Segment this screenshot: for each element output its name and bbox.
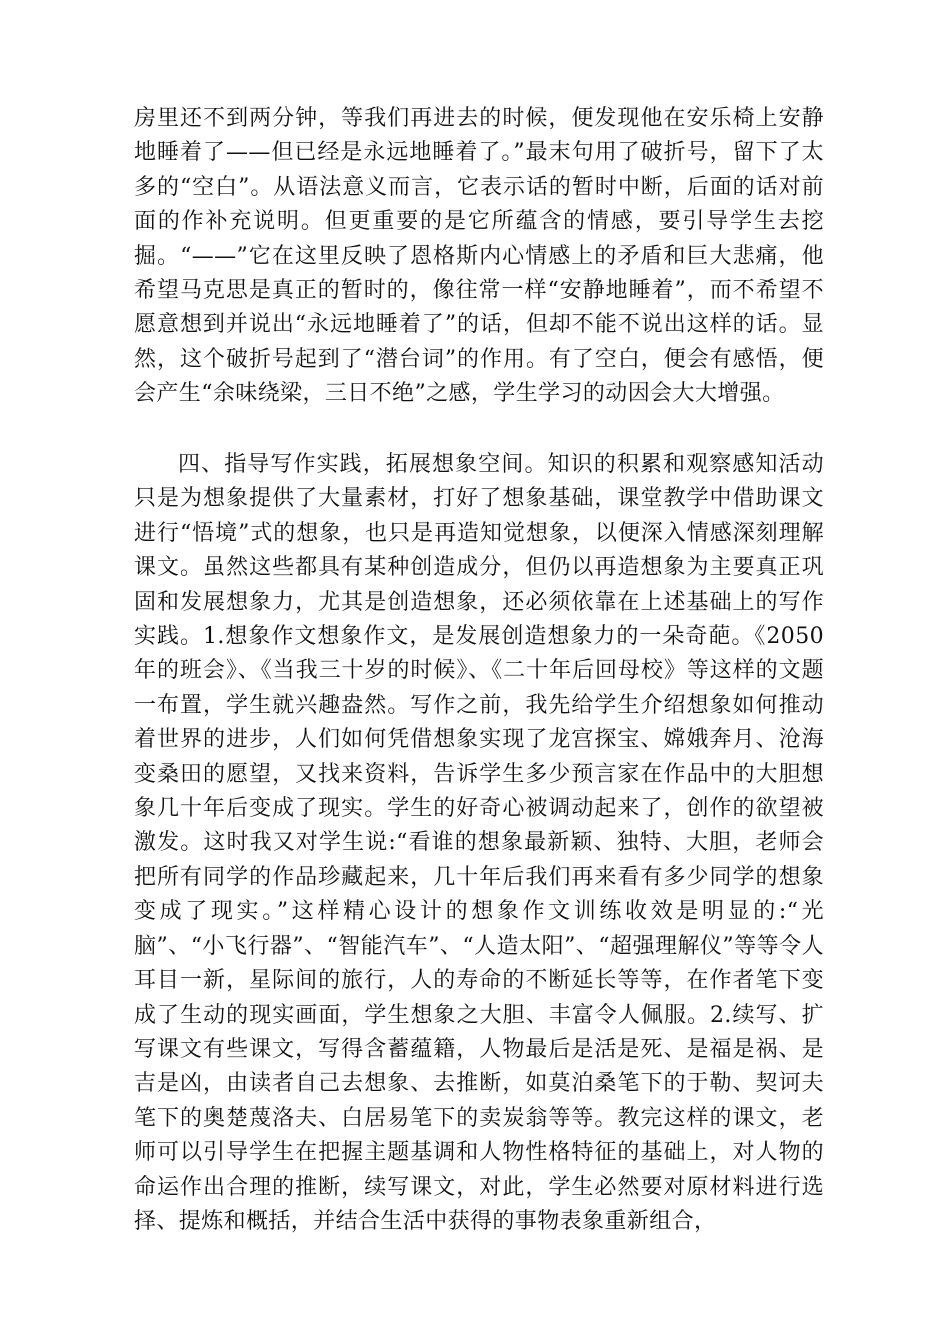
paragraph-section-four: 四、指导写作实践，拓展想象空间。知识的积累和观察感知活动只是为想象提供了大量素材，打好了想象基础，课堂教学中借助课文进行“悟境”式的想象，也只是再造知觉想象，以便深入情感深刻理解课文。虽然这些都具有某种创造成分，但仍以再造想象为主要真正巩固和发展想象力，尤其是创造想象，还必须依靠在上述基础上的写作实践。1.想象作文想象作文，是发展创造想象力的一朵奇葩。《2050年的班会》、《当我三十岁的时候》、《二十年后回母校》等这样的文题一布置，学生就兴趣盎然。写作之前，我先给学生介绍想象如何推动着世界的进步，人们如何凭借想象实现了龙宫探宝、嫦娥奔月、沧海变桑田的愿望，又找来资料，告诉学生多少预言家在作品中的大胆想象几十年后变成了现实。学生的好奇心被调动起来了，创作的欲望被激发。这时我又对学生说:“看谁的想象最新颖、独特、大胆，老师会把所有同学的作品珍藏起来，几十年后我们再来看有多少同学的想象变成了现实。”这样精心设计的想象作文训练收效是明显的:“光脑”、“小飞行器”、“智能汽车”、“人造太阳”、“超强理解仪”等等令人耳目一新，星际间的旅行，人的寿命的不断延长等等，在作者笔下变成了生动的现实画面，学生想象之大胆、丰富令人佩服。2.续写、扩写课文有些课文，写得含蓄蕴籍，人物最后是活是死、是福是祸、是吉是凶，由读者自己去想象、去推断，如莫泊桑笔下的于勒、契诃夫笔下的奥楚蔑洛夫、白居易笔下的卖炭翁等等。教完这样的课文，老师可以引导学生在把握主题基调和人物性格特征的基础上，对人物的命运作出合理的推断，续写课文，对此，学生必然要对原材料进行选择、提炼和概括，并结合生活中获得的事物表象重新组合， xyxy=(134,452,824,1234)
paragraph-continued: 房里还不到两分钟，等我们再进去的时候，便发现他在安乐椅上安静地睡着了——但已经是永远地睡着了。”最末句用了破折号，留下了太多的“空白”。从语法意义而言，它表示话的暂时中断，后面的话对前面的作补充说明。但更重要的是它所蕴含的情感，要引导学生去挖掘。“——”它在这里反映了恩格斯内心情感上的矛盾和巨大悲痛，他希望马克思是真正的暂时的，像往常一样“安静地睡着”，而不希望不愿意想到并说出“永远地睡着了”的话，但却不能不说出这样的话。显然，这个破折号起到了“潜台词”的作用。有了空白，便会有感悟，便会产生“余味绕梁，三日不绝”之感，学生学习的动因会大大增强。 xyxy=(134,106,824,407)
